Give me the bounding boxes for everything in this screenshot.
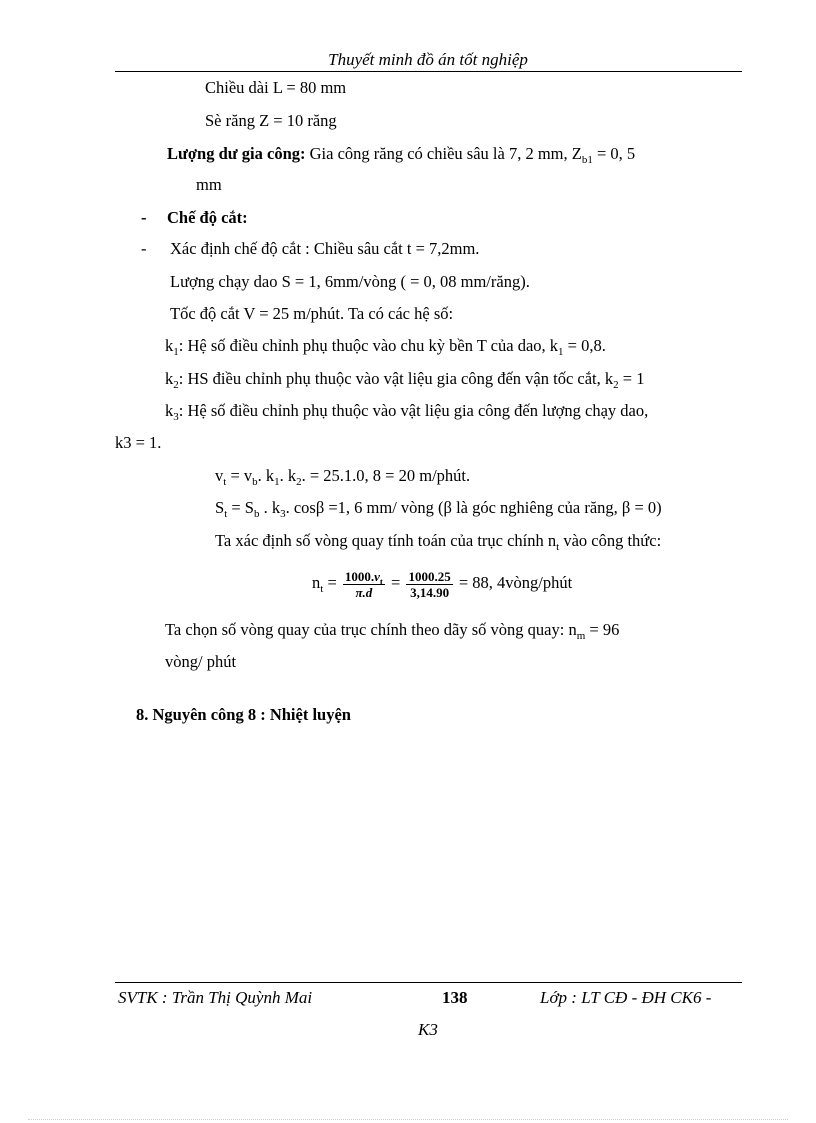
bullet-dash-1: - <box>141 208 147 227</box>
line-vt <box>215 466 470 486</box>
allowance-sub: b1 <box>581 154 593 166</box>
k1-sub: 1 <box>173 346 179 358</box>
vt-k: . k <box>257 466 275 485</box>
fraction-1-denominator <box>343 585 385 600</box>
st-symbol: S <box>215 498 225 517</box>
nt-intro-tail: vào công thức: <box>559 531 662 550</box>
vt-sub-t: t <box>223 476 227 488</box>
footer-author: SVTK : Trần Thị Quỳnh Mai <box>118 988 313 1007</box>
vt-result: . = 25.1.0, 8 = 20 m/phút. <box>301 466 471 485</box>
st-result: . cosβ =1, 6 mm/ vòng (β là góc nghiêng của răng, β = 0) <box>285 498 662 517</box>
vt-sub-2: 2 <box>296 476 302 488</box>
k2-sub-2: 2 <box>613 379 619 391</box>
footer-rule <box>115 982 742 983</box>
footer-page-number: 138 <box>442 988 468 1007</box>
footer-class-line-2: K3 <box>418 1020 438 1039</box>
f1-num-b: v <box>374 568 380 584</box>
line-k3-continued: k3 = 1. <box>115 433 162 452</box>
vt-symbol: v <box>215 466 224 485</box>
fraction-1-numerator <box>343 569 385 585</box>
f1-den: π.d <box>355 584 373 600</box>
header-rule <box>115 71 742 72</box>
bullet-dash-2: - <box>141 239 147 258</box>
k3-text: : Hệ số điều chỉnh phụ thuộc vào vật liệu gia công đến lượng chạy dao, <box>178 401 649 420</box>
f1-num-sub: t <box>379 576 383 587</box>
line-choose-unit: vòng/ phút <box>165 652 237 671</box>
nt-intro-text: Ta xác định số vòng quay tính toán của trục chính n <box>215 531 557 550</box>
f1-num-a: 1000. <box>344 568 375 584</box>
vt-k2: . k <box>279 466 297 485</box>
line-machining-allowance <box>167 144 635 164</box>
line-length: Chiều dài L = 80 mm <box>205 78 347 97</box>
vt-sub-1: 1 <box>274 476 280 488</box>
choose-text: Ta chọn số vòng quay của trục chính theo dãy số vòng quay: n <box>165 620 577 639</box>
k1-value: = 0,8. <box>563 336 606 355</box>
formula-eq-2: = <box>391 573 401 592</box>
formula-result: = 88, 4vòng/phút <box>458 573 573 592</box>
page-edge-divider <box>28 1119 788 1120</box>
line-k2 <box>165 369 644 389</box>
section-heading: 8. Nguyên công 8 : Nhiệt luyện <box>136 705 351 724</box>
nt-intro-sub: t <box>556 541 560 553</box>
line-k3 <box>165 401 648 421</box>
st-k: . k <box>259 498 281 517</box>
formula-nt <box>312 563 572 603</box>
st-eq: = S <box>227 498 254 517</box>
page-header-title: Thuyết minh đồ án tốt nghiệp <box>328 50 528 69</box>
line-k1 <box>165 336 606 356</box>
k2-value: = 1 <box>618 369 645 388</box>
allowance-text: Gia công răng có chiều sâu là 7, 2 mm, Z <box>305 144 582 163</box>
line-nt-intro <box>215 531 661 551</box>
cutting-mode-heading: Chế độ cắt: <box>167 208 248 227</box>
k2-text: : HS điều chỉnh phụ thuộc vào vật liệu gia công đến vận tốc cắt, k <box>178 369 614 388</box>
k2-symbol: k <box>165 369 174 388</box>
formula-lhs-sub: t <box>320 583 324 595</box>
formula-fraction-1 <box>343 569 385 600</box>
line-cutting-depth: Xác định chế độ cắt : Chiều sâu cắt t = 7,2mm. <box>170 239 480 258</box>
vt-eq: = v <box>226 466 253 485</box>
formula-lhs: n <box>312 573 321 592</box>
allowance-tail: = 0, 5 <box>592 144 636 163</box>
k2-sub: 2 <box>173 379 179 391</box>
fraction-2-numerator: 1000.25 <box>408 568 451 584</box>
line-choose-speed <box>165 620 619 640</box>
st-sub-t: t <box>224 508 228 520</box>
k3-sub: 3 <box>173 411 179 423</box>
k1-text: : Hệ số điều chỉnh phụ thuộc vào chu kỳ bền T của dao, k <box>178 336 559 355</box>
line-teeth: Sè răng Z = 10 răng <box>205 111 337 130</box>
st-sub-b: b <box>253 508 260 520</box>
line-mm: mm <box>196 175 222 194</box>
formula-fraction-2 <box>406 569 452 600</box>
fraction-2-denominator: 3,14.90 <box>410 584 450 600</box>
line-feed-rate: Lượng chạy dao S = 1, 6mm/vòng ( = 0, 08 mm/răng). <box>170 272 530 291</box>
line-st <box>215 498 662 518</box>
formula-eq-1: = <box>323 573 337 592</box>
line-cutting-speed: Tốc độ cắt V = 25 m/phút. Ta có các hệ số: <box>170 304 454 323</box>
k3-symbol: k <box>165 401 174 420</box>
st-sub-3: 3 <box>280 508 286 520</box>
allowance-label: Lượng dư gia công: <box>167 144 306 163</box>
k1-sub-2: 1 <box>558 346 564 358</box>
k1-symbol: k <box>165 336 174 355</box>
choose-sub: m <box>576 630 586 642</box>
choose-value: = 96 <box>585 620 620 639</box>
vt-sub-b: b <box>252 476 258 488</box>
footer-class-line-1: Lớp : LT CĐ - ĐH CK6 - <box>540 988 712 1007</box>
